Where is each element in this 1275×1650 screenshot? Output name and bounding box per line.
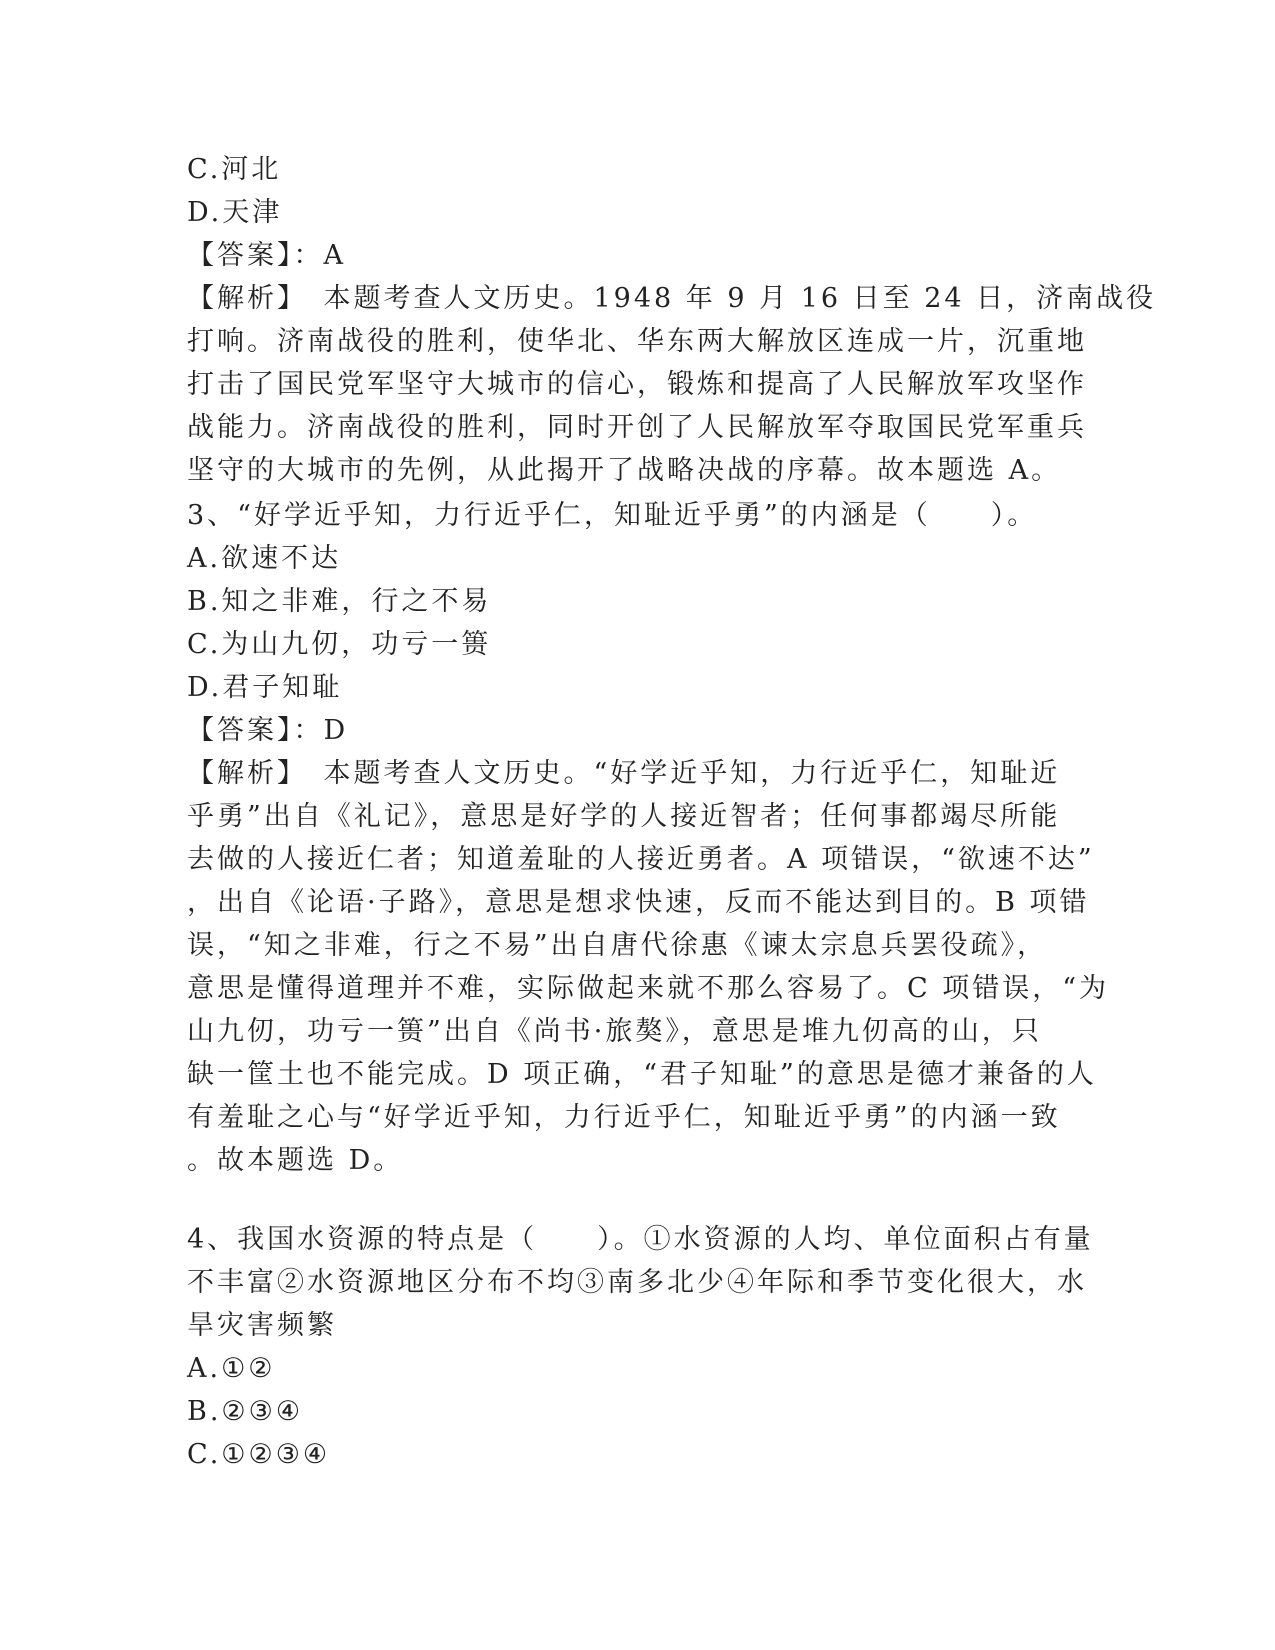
option-a: A.①② xyxy=(187,1353,276,1384)
question-stem: 3、“好学近乎知，力行近乎仁，知耻近乎勇”的内涵是（ ）。 xyxy=(187,500,1038,531)
option-b: B.②③④ xyxy=(187,1396,304,1427)
analysis-line: 山九仞，功亏一篑”出自《尚书·旅獒》，意思是堆九仞高的山，只 xyxy=(187,1016,1042,1047)
question-3 xyxy=(187,494,1110,1182)
answer-line: 【答案】：A xyxy=(187,240,346,271)
answer-line: 【答案】：D xyxy=(187,715,349,746)
analysis-line: 缺一筐土也不能完成。D 项正确，“君子知耻”的意思是德才兼备的人 xyxy=(187,1059,1097,1090)
question-stem: 旱灾害频繁 xyxy=(187,1310,337,1341)
analysis-line: 乎勇”出自《礼记》，意思是好学的人接近智者；任何事都竭尽所能 xyxy=(187,801,1061,832)
option-c: C.为山九仞，功亏一篑 xyxy=(187,629,492,660)
question-2-continuation xyxy=(187,148,1157,492)
option-b: B.知之非难，行之不易 xyxy=(187,586,492,617)
option-c: C.①②③④ xyxy=(187,1439,331,1470)
analysis-line: 打击了国民党军坚守大城市的信心，锻炼和提高了人民解放军攻坚作 xyxy=(187,369,1087,400)
analysis-line: 意思是懂得道理并不难，实际做起来就不那么容易了。C 项错误，“为 xyxy=(187,973,1110,1004)
analysis-line: 。故本题选 D。 xyxy=(187,1145,404,1176)
analysis-line: 战能力。济南战役的胜利，同时开创了人民解放军夺取国民党军重兵 xyxy=(187,412,1087,443)
option-d: D.天津 xyxy=(187,197,283,228)
option-d: D.君子知耻 xyxy=(187,672,343,703)
question-4 xyxy=(187,1218,1094,1476)
analysis-line: 有羞耻之心与“好学近乎知，力行近乎仁，知耻近乎勇”的内涵一致 xyxy=(187,1102,1061,1133)
analysis-line: 去做的人接近仁者；知道羞耻的人接近勇者。A 项错误，“欲速不达” xyxy=(187,844,1095,875)
option-c: C.河北 xyxy=(187,154,282,185)
question-stem: 不丰富②水资源地区分布不均③南多北少④年际和季节变化很大，水 xyxy=(187,1267,1087,1298)
option-a: A.欲速不达 xyxy=(187,543,342,574)
analysis-line: 误，“知之非难，行之不易”出自唐代徐惠《谏太宗息兵罢役疏》， xyxy=(187,930,1048,961)
analysis-line: 【解析】 本题考查人文历史。1948 年 9 月 16 日至 24 日，济南战役 xyxy=(187,283,1157,314)
analysis-line: 打响。济南战役的胜利，使华北、华东两大解放区连成一片，沉重地 xyxy=(187,326,1087,357)
analysis-line: 坚守的大城市的先例，从此揭开了战略决战的序幕。故本题选 A。 xyxy=(187,455,1062,486)
analysis-line: 【解析】 本题考查人文历史。“好学近乎知，力行近乎仁，知耻近 xyxy=(187,758,1061,789)
question-stem: 4、我国水资源的特点是（ ）。①水资源的人均、单位面积占有量 xyxy=(187,1224,1094,1255)
analysis-line: ，出自《论语·子路》，意思是想求快速，反而不能达到目的。B 项错 xyxy=(187,887,1090,918)
